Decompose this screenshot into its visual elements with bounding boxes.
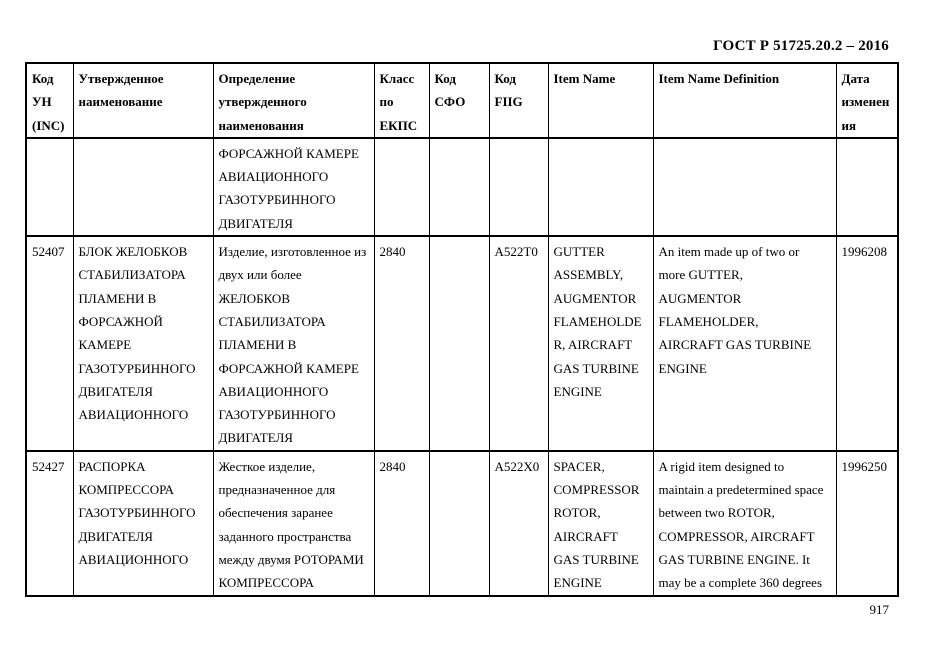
cell-line: GAS TURBINE ENGINE. It xyxy=(658,551,810,567)
cell-line: ГАЗОТУРБИННОГО xyxy=(78,505,196,521)
cell-line: предназначенное для xyxy=(218,482,336,498)
table-row xyxy=(26,451,898,596)
cell-line: ГАЗОТУРБИННОГО xyxy=(78,360,196,376)
cell-line: ДВИГАТЕЛЯ xyxy=(78,528,153,544)
table-row xyxy=(26,138,898,236)
table-cell xyxy=(374,451,429,596)
table-cell xyxy=(213,451,374,596)
document-title: ГОСТ Р 51725.20.2 – 2016 xyxy=(713,38,889,54)
cell-line: АВИАЦИОННОГО xyxy=(78,551,189,567)
cell-line: ФОРСАЖНОЙ КАМЕРЕ xyxy=(218,145,359,161)
table-row xyxy=(26,236,898,451)
cell-line: FLAMEHOLDER, xyxy=(658,313,759,329)
cell-line: Код xyxy=(434,71,456,86)
cell-line: наименование xyxy=(78,94,163,110)
table-cell xyxy=(374,138,429,236)
cell-line: 52427 xyxy=(32,458,65,474)
cell-line: more GUTTER, xyxy=(658,267,743,283)
cell-line: изменен xyxy=(841,94,890,110)
table-cell xyxy=(26,451,73,596)
column-header-item-name xyxy=(548,63,653,138)
cell-line: УН xyxy=(32,94,52,110)
catalog-table xyxy=(25,62,899,597)
cell-line: ROTOR, xyxy=(553,505,601,521)
cell-line: COMPRESSOR, AIRCRAFT xyxy=(658,528,815,544)
cell-line: FLAMEHOLDE xyxy=(553,313,642,329)
table-header xyxy=(26,63,898,138)
table-cell xyxy=(213,236,374,451)
cell-line: ENGINE xyxy=(658,360,707,376)
cell-line: A rigid item designed to xyxy=(658,458,785,474)
table-cell xyxy=(73,451,213,596)
cell-line: ГАЗОТУРБИННОГО xyxy=(218,192,336,208)
cell-line: FIIG xyxy=(494,94,523,110)
cell-line: двух или более xyxy=(218,267,302,283)
cell-line: Утвержденное xyxy=(78,71,164,86)
cell-line: 52407 xyxy=(32,244,65,260)
cell-line: ENGINE xyxy=(553,575,602,591)
header-row xyxy=(26,63,898,138)
cell-line: may be a complete 360 degrees xyxy=(658,575,823,591)
cell-line: АВИАЦИОННОГО xyxy=(78,407,189,423)
cell-line: ФОРСАЖНОЙ КАМЕРЕ xyxy=(218,360,359,376)
table-cell xyxy=(26,236,73,451)
cell-line: GAS TURBINE xyxy=(553,551,639,567)
cell-line: An item made up of two or xyxy=(658,244,800,260)
column-header-approved-name xyxy=(73,63,213,138)
cell-line: 2840 xyxy=(379,244,406,260)
cell-line: R, AIRCRAFT xyxy=(553,337,633,353)
table-cell xyxy=(429,451,489,596)
table-cell xyxy=(653,236,836,451)
cell-line: Код xyxy=(494,71,516,86)
table-cell xyxy=(548,236,653,451)
table-cell xyxy=(489,451,548,596)
table-cell xyxy=(653,451,836,596)
cell-line: A522T0 xyxy=(494,244,538,260)
cell-line: GAS TURBINE xyxy=(553,360,639,376)
table-cell xyxy=(548,138,653,236)
cell-line: maintain a predetermined space xyxy=(658,482,824,498)
cell-line: Жесткое изделие, xyxy=(218,458,316,474)
table-cell xyxy=(489,236,548,451)
cell-line: Класс xyxy=(379,71,415,86)
cell-line: СТАБИЛИЗАТОРА xyxy=(218,313,326,329)
cell-line: Item Name xyxy=(553,71,616,86)
cell-line: ДВИГАТЕЛЯ xyxy=(218,430,293,446)
cell-line: АВИАЦИОННОГО xyxy=(218,383,329,399)
cell-line: ДВИГАТЕЛЯ xyxy=(218,215,293,231)
table-cell xyxy=(429,236,489,451)
cell-line: ия xyxy=(841,117,857,133)
column-header-item-name-definition xyxy=(653,63,836,138)
table-cell xyxy=(429,138,489,236)
table-cell xyxy=(836,236,898,451)
cell-line: БЛОК ЖЕЛОБКОВ xyxy=(78,244,188,260)
cell-line: between two ROTOR, xyxy=(658,505,775,521)
cell-line: обеспечения заранее xyxy=(218,505,333,521)
cell-line: ГАЗОТУРБИННОГО xyxy=(218,407,336,423)
cell-line: 2840 xyxy=(379,458,406,474)
cell-line: наименования xyxy=(218,117,304,133)
cell-line: SPACER, xyxy=(553,458,605,474)
table-cell xyxy=(548,451,653,596)
cell-line: заданного пространства xyxy=(218,528,352,544)
cell-line: КАМЕРЕ xyxy=(78,337,132,353)
column-header-ekps-class xyxy=(374,63,429,138)
cell-line: AUGMENTOR xyxy=(553,290,637,306)
cell-line: A522X0 xyxy=(494,458,540,474)
cell-line: ENGINE xyxy=(553,383,602,399)
cell-line: КОМПРЕССОРА xyxy=(218,575,315,591)
cell-line: Изделие, изготовленное из xyxy=(218,244,367,260)
cell-line: 1996250 xyxy=(841,458,887,474)
cell-line: AIRCRAFT GAS TURBINE xyxy=(658,337,812,353)
cell-line: СТАБИЛИЗАТОРА xyxy=(78,267,186,283)
table-cell xyxy=(73,236,213,451)
table-cell xyxy=(73,138,213,236)
cell-line: Дата xyxy=(841,71,870,86)
table-cell xyxy=(374,236,429,451)
cell-line: РАСПОРКА xyxy=(78,458,146,474)
cell-line: ФОРСАЖНОЙ xyxy=(78,313,163,329)
cell-line: Код xyxy=(32,71,54,86)
cell-line: ЕКПС xyxy=(379,117,418,133)
cell-line: Item Name Definition xyxy=(658,71,780,86)
cell-line: COMPRESSOR xyxy=(553,482,640,498)
table-cell xyxy=(836,451,898,596)
table-cell xyxy=(836,138,898,236)
cell-line: GUTTER xyxy=(553,244,605,260)
cell-line: ДВИГАТЕЛЯ xyxy=(78,383,153,399)
cell-line: СФО xyxy=(434,94,466,110)
column-header-approved-name-definition xyxy=(213,63,374,138)
cell-line: ПЛАМЕНИ В xyxy=(78,290,157,306)
column-header-inc-code xyxy=(26,63,73,138)
table-body xyxy=(26,138,898,596)
cell-line: АВИАЦИОННОГО xyxy=(218,169,329,185)
cell-line: Определение xyxy=(218,71,296,86)
table-cell xyxy=(26,138,73,236)
table-cell xyxy=(213,138,374,236)
column-header-fiig-code xyxy=(489,63,548,138)
cell-line: между двумя РОТОРАМИ xyxy=(218,551,364,567)
cell-line: утвержденного xyxy=(218,94,307,110)
cell-line: ЖЕЛОБКОВ xyxy=(218,290,290,306)
cell-line: ASSEMBLY, xyxy=(553,267,624,283)
cell-line: по xyxy=(379,94,394,110)
page-number: 917 xyxy=(869,602,889,617)
cell-line: AUGMENTOR xyxy=(658,290,742,306)
column-header-change-date xyxy=(836,63,898,138)
table-cell xyxy=(489,138,548,236)
cell-line: 1996208 xyxy=(841,244,887,260)
cell-line: (INC) xyxy=(32,117,65,133)
table-cell xyxy=(653,138,836,236)
cell-line: AIRCRAFT xyxy=(553,528,618,544)
cell-line: ПЛАМЕНИ В xyxy=(218,337,297,353)
column-header-sfo-code xyxy=(429,63,489,138)
cell-line: КОМПРЕССОРА xyxy=(78,482,175,498)
